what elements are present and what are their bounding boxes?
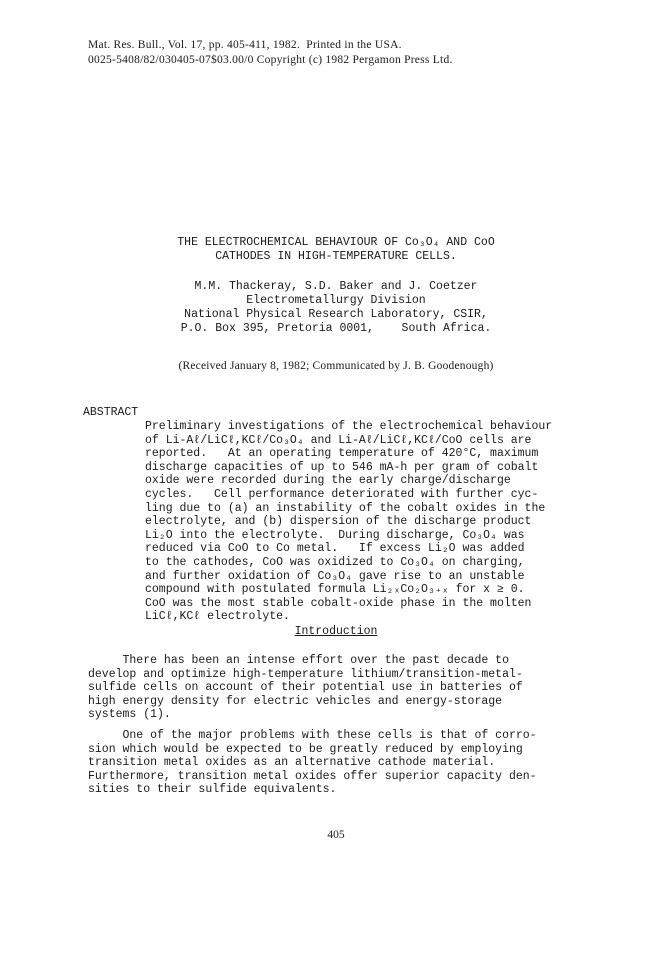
- abstract-heading: ABSTRACT: [83, 406, 139, 419]
- author-lab: National Physical Research Laboratory, CSIR,: [184, 308, 488, 321]
- author-block: [0, 280, 672, 336]
- abstract-line: electrolyte, and (b) dispersion of the discharge product: [145, 515, 532, 529]
- abstract-line: Preliminary investigations of the electrochemical behaviour: [145, 420, 553, 433]
- abstract-line: Li₂O into the electrolyte. During discharge, Co₃O₄ was: [145, 528, 525, 542]
- paper-title: [0, 236, 672, 264]
- paragraph-line: One of the major problems with these cells is that of corro-: [88, 729, 537, 742]
- author-division: Electrometallurgy Division: [246, 294, 426, 307]
- abstract-line: ling due to (a) an instability of the cobalt oxides in the: [145, 501, 546, 515]
- abstract-line: of Li-Aℓ/LiCℓ,KCℓ/Co₃O₄ and Li-Aℓ/LiCℓ,KCℓ/CoO cells are: [145, 433, 532, 447]
- paragraph-line: sities to their sulfide equivalents.: [88, 783, 337, 797]
- copyright-line: 0025-5408/82/030405-07$03.00/0 Copyright (c) 1982 Pergamon Press Ltd.: [88, 54, 453, 66]
- author-names: M.M. Thackeray, S.D. Baker and J. Coetzer: [194, 280, 478, 293]
- abstract-line: CoO was the most stable cobalt-oxide phase in the molten: [145, 596, 532, 610]
- intro-paragraph-2: [88, 729, 537, 797]
- section-heading-introduction: Introduction: [294, 625, 378, 638]
- title-line-2: CATHODES IN HIGH-TEMPERATURE CELLS.: [215, 250, 457, 263]
- title-line-1: THE ELECTROCHEMICAL BEHAVIOUR OF Co₃O₄ AND CoO: [177, 236, 495, 249]
- paragraph-line: Furthermore, transition metal oxides offer superior capacity den-: [88, 769, 537, 783]
- abstract-line: discharge capacities of up to 546 mA-h per gram of cobalt: [145, 460, 539, 474]
- paragraph-line: sion which would be expected to be greatly reduced by employing: [88, 742, 523, 756]
- abstract-body: [145, 420, 552, 624]
- journal-header: [88, 38, 453, 68]
- paragraph-line: transition metal oxides as an alternative cathode material.: [88, 756, 496, 770]
- abstract-line: LiCℓ,KCℓ electrolyte.: [145, 610, 290, 624]
- citation-line: Mat. Res. Bull., Vol. 17, pp. 405-411, 1982. Printed in the USA.: [88, 39, 402, 51]
- abstract-line: reported. At an operating temperature of 420°C, maximum: [145, 447, 539, 461]
- abstract-line: to the cathodes, CoO was oxidized to Co₃O₄ on charging,: [145, 555, 525, 569]
- paragraph-line: high energy density for electric vehicles and energy-storage: [88, 694, 503, 708]
- author-address: P.O. Box 395, Pretoria 0001, South Africa.: [180, 322, 492, 335]
- paragraph-line: There has been an intense effort over the past decade to: [88, 654, 509, 667]
- paragraph-line: develop and optimize high-temperature lithium/transition-metal-: [88, 667, 523, 681]
- intro-paragraph-1: [88, 654, 523, 722]
- paragraph-line: systems (1).: [88, 708, 171, 722]
- received-line: (Received January 8, 1982; Communicated by J. B. Goodenough): [178, 360, 494, 372]
- abstract-line: reduced via CoO to Co metal. If excess Li₂O was added: [145, 542, 525, 556]
- abstract-line: cycles. Cell performance deteriorated with further cyc-: [145, 487, 539, 501]
- abstract-line: oxide were recorded during the early charge/discharge: [145, 474, 511, 488]
- abstract-line: and further oxidation of Co₃O₄ gave rise to an unstable: [145, 569, 525, 583]
- paragraph-line: sulfide cells on account of their potential use in batteries of: [88, 681, 523, 695]
- abstract-line: compound with postulated formula Li₂ₓCo₂O₃₊ₓ for x ≥ 0.: [145, 583, 525, 597]
- page-number: 405: [327, 829, 345, 841]
